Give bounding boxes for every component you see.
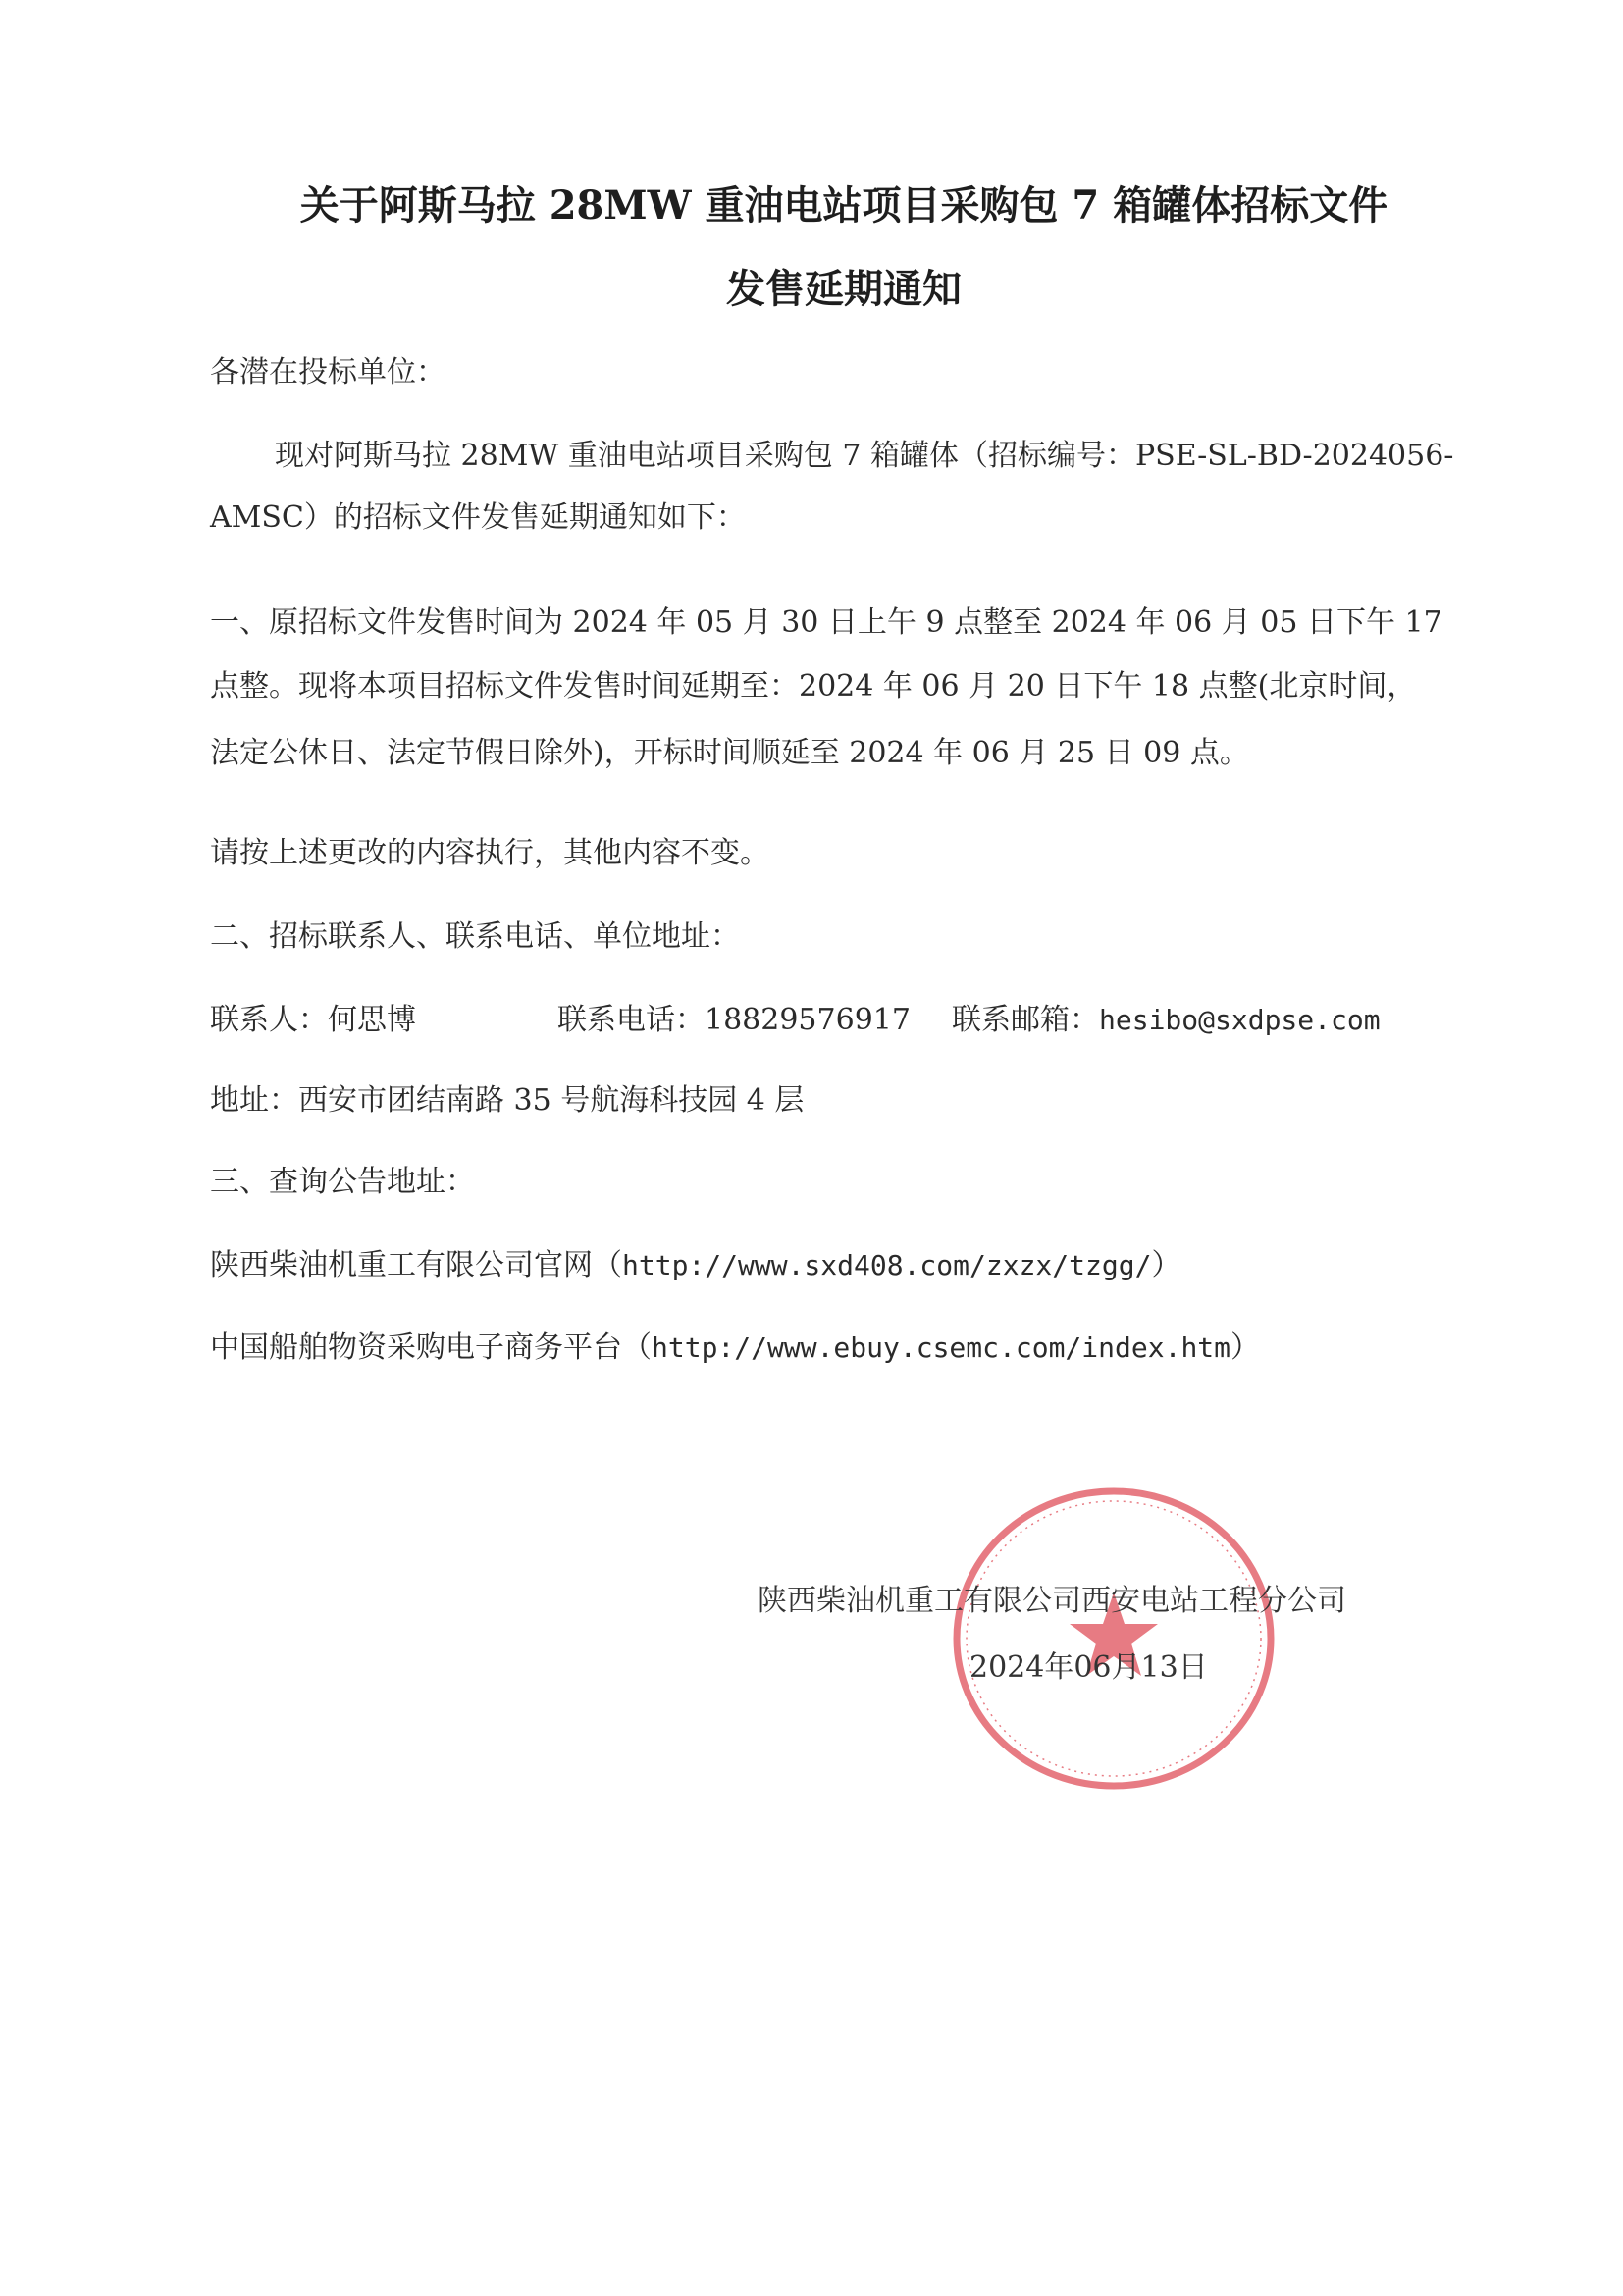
link1-url[interactable]: http://www.sxd408.com/zxzx/tzgg/ [622, 1249, 1152, 1281]
link2-label: 中国船舶物资采购电子商务平台（ [210, 1331, 652, 1365]
intro-line-1: 现对阿斯马拉 28MW 重油电站项目采购包 7 箱罐体（招标编号：PSE-SL-BD-2024056- [275, 439, 1454, 473]
contact-name: 何思博 [328, 1003, 416, 1037]
link1-row [210, 1248, 1180, 1283]
email-address[interactable]: hesibo@sxdpse.com [1099, 1004, 1381, 1036]
phone-row [557, 1003, 911, 1038]
signature-date: 2024年06月13日 [969, 1650, 1208, 1685]
signature-org: 陕西柴油机重工有限公司西安电站工程分公司 [758, 1584, 1346, 1618]
link2-row [210, 1331, 1260, 1366]
link2-close: ） [1230, 1331, 1261, 1365]
section3-heading: 三、查询公告地址： [210, 1165, 475, 1199]
email-row [952, 1003, 1381, 1038]
intro-line-2: AMSC）的招标文件发售延期通知如下： [210, 500, 746, 535]
contact-label: 联系人： [210, 1003, 328, 1037]
salutation: 各潜在投标单位： [210, 355, 445, 390]
title-line-2: 发售延期通知 [726, 266, 962, 312]
phone-number: 18829576917 [705, 1003, 911, 1037]
link1-close: ） [1151, 1248, 1181, 1282]
phone-label: 联系电话： [557, 1003, 705, 1037]
company-seal [947, 1477, 1281, 1800]
contact-row [210, 1003, 416, 1038]
title-line-1: 关于阿斯马拉 28MW 重油电站项目采购包 7 箱罐体招标文件 [299, 183, 1388, 229]
section1-line-2: 点整。现将本项目招标文件发售时间延期至：2024 年 06 月 20 日下午 18 点整(北京时间， [210, 669, 1417, 704]
note: 请按上述更改的内容执行，其他内容不变。 [210, 836, 769, 870]
address: 地址：西安市团结南路 35 号航海科技园 4 层 [210, 1083, 805, 1118]
section2-heading: 二、招标联系人、联系电话、单位地址： [210, 919, 740, 954]
section1-line-3: 法定公休日、法定节假日除外)，开标时间顺延至 2024 年 06 月 25 日 09 点。 [210, 736, 1249, 770]
section1-line-1: 一、原招标文件发售时间为 2024 年 05 月 30 日上午 9 点整至 2024 年 06 月 05 日下午 17 [210, 605, 1442, 640]
link2-url[interactable]: http://www.ebuy.csemc.com/index.htm [652, 1331, 1231, 1364]
email-label: 联系邮箱： [952, 1003, 1099, 1037]
link1-label: 陕西柴油机重工有限公司官网（ [210, 1248, 622, 1282]
